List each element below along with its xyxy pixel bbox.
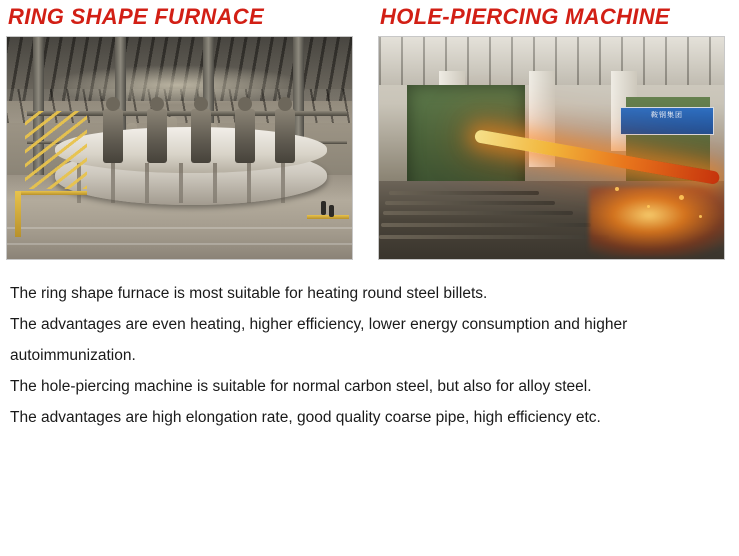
- hot-metal-glow: [589, 187, 725, 257]
- furnace-rib: [111, 163, 115, 203]
- steel-billet: [389, 191, 539, 195]
- furnace-rib: [179, 163, 183, 203]
- access-stairs: [25, 111, 87, 189]
- furnace-burner-unit: [235, 109, 255, 163]
- safety-railing: [307, 215, 349, 219]
- panel-ring-shape-furnace: [6, 0, 356, 260]
- furnace-rib: [281, 163, 285, 203]
- factory-banner-text: 鞍钢集团: [651, 112, 683, 119]
- furnace-burner-unit: [275, 109, 295, 163]
- furnace-rib: [213, 163, 217, 203]
- factory-banner: [620, 107, 714, 135]
- furnace-burner-unit: [103, 109, 123, 163]
- description-paragraph: The ring shape furnace is most suitable for heating round steel billets.: [10, 285, 488, 302]
- furnace-rib: [145, 163, 149, 203]
- panel-title-hole-piercing-machine: HOLE-PIERCING MACHINE: [380, 4, 670, 29]
- panel-title-ring-shape-furnace: RING SHAPE FURNACE: [8, 4, 264, 29]
- spark: [647, 205, 650, 208]
- description-paragraph: The advantages are even heating, higher efficiency, lower energy consumption and higher autoimmunization.: [10, 316, 628, 364]
- description-paragraph: The advantages are high elongation rate, good quality coarse pipe, high efficiency etc.: [10, 409, 601, 426]
- description-text: [0, 260, 739, 433]
- spark: [615, 187, 619, 191]
- safety-railing: [15, 191, 21, 237]
- worker-figure: [321, 201, 326, 215]
- steel-billet: [381, 223, 591, 227]
- photo-ring-shape-furnace: [6, 36, 353, 260]
- steel-billet: [383, 211, 573, 215]
- description-paragraph: The hole-piercing machine is suitable for normal carbon steel, but also for alloy steel.: [10, 378, 592, 395]
- hall-lighting-glow: [47, 65, 307, 105]
- worker-figure: [329, 205, 334, 217]
- furnace-burner-unit: [191, 109, 211, 163]
- steel-billet: [379, 235, 609, 239]
- photo-hole-piercing-machine: [378, 36, 725, 260]
- floor-marking: [7, 227, 352, 229]
- floor-marking: [7, 243, 352, 245]
- furnace-burner-unit: [147, 109, 167, 163]
- furnace-rib: [247, 163, 251, 203]
- image-panels: [0, 0, 739, 260]
- steel-billet: [385, 201, 555, 205]
- spark: [679, 195, 684, 200]
- panel-hole-piercing-machine: [378, 0, 728, 260]
- safety-railing: [17, 191, 87, 195]
- spark: [699, 215, 702, 218]
